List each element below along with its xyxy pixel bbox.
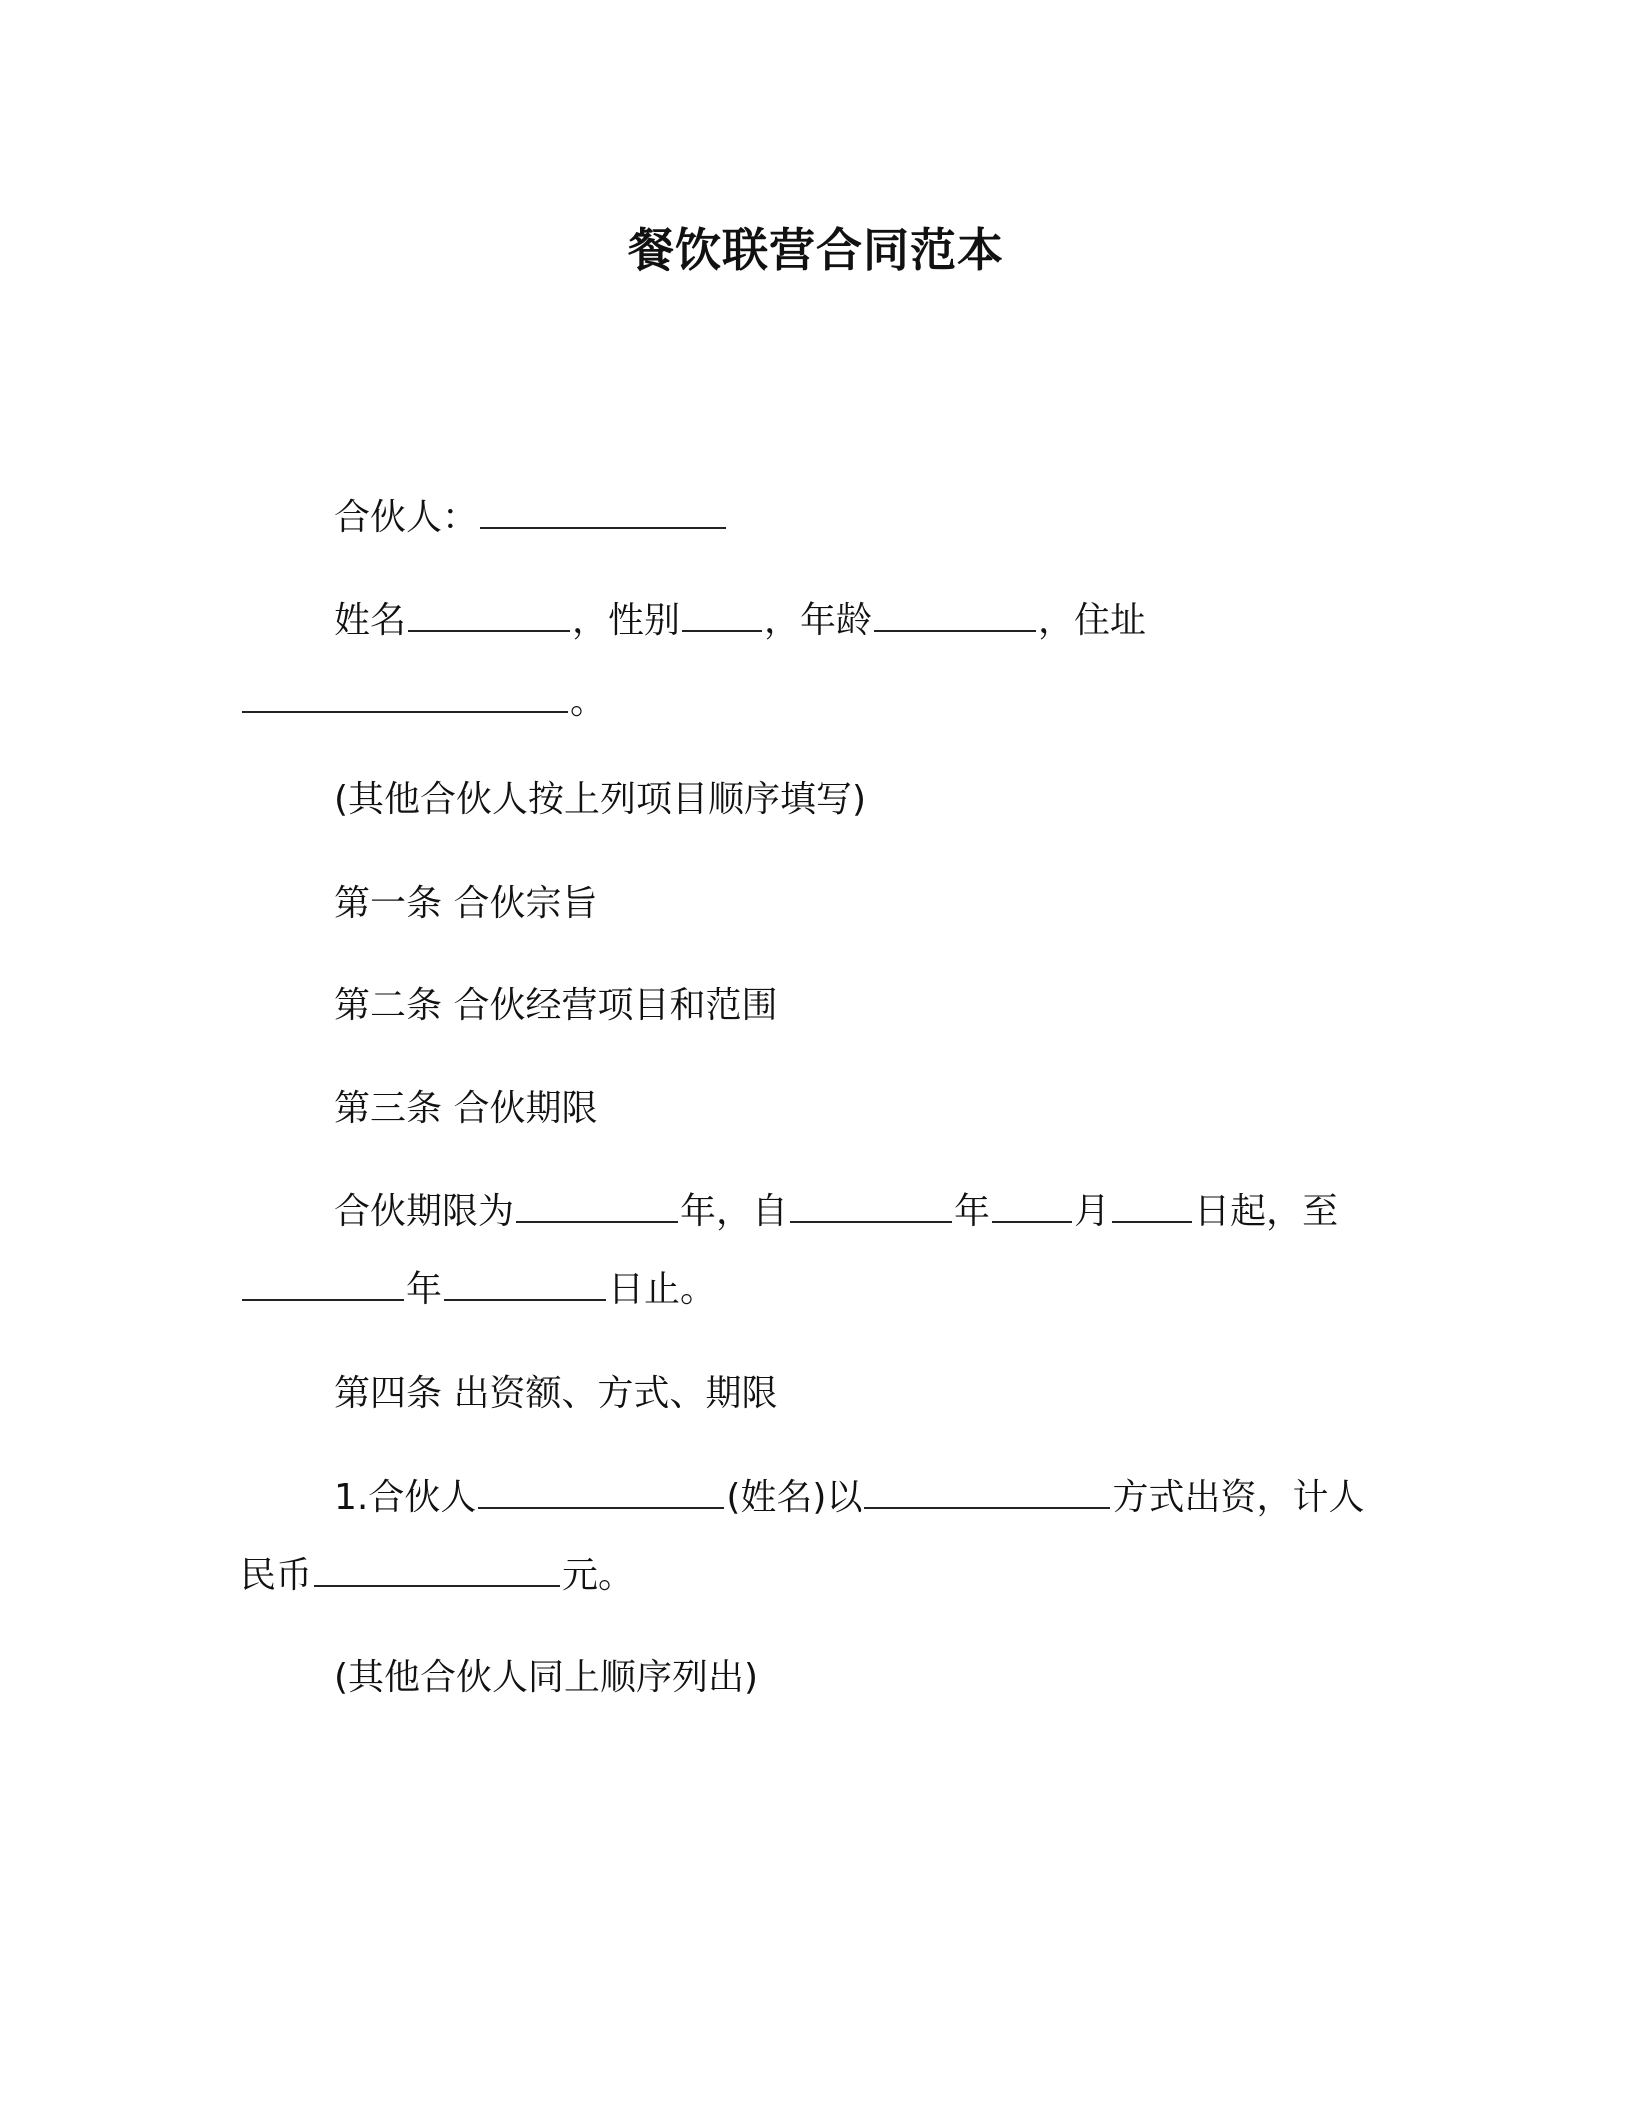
contrib-partner-label: 1.合伙人: [334, 1477, 477, 1518]
article-2-heading: 第二条 合伙经营项目和范围: [334, 985, 778, 1026]
gender-blank: [682, 600, 762, 632]
partner-label: 合伙人：: [334, 497, 479, 538]
term-years-blank: [516, 1191, 678, 1223]
term-label: 合伙期限为: [334, 1191, 515, 1232]
address-end: 。: [570, 681, 607, 722]
age-blank: [874, 600, 1036, 632]
name-blank: [408, 600, 570, 632]
contrib-name-label: (姓名)以: [726, 1477, 863, 1518]
start-year-label: 年: [954, 1191, 991, 1232]
contrib-method-label: 方式出资，计人: [1112, 1477, 1365, 1518]
start-day-label: 日起，至: [1194, 1191, 1339, 1232]
article-3-heading: 第三条 合伙期限: [334, 1088, 598, 1129]
partner-blank: [480, 497, 726, 529]
end-year-blank: [242, 1269, 404, 1301]
personal-info-line: [334, 599, 1146, 643]
contribution-amount-line: [240, 1554, 634, 1598]
contribution-line: [334, 1476, 1364, 1520]
article-1-heading: 第一条 合伙宗旨: [334, 883, 598, 924]
start-year-blank: [790, 1191, 952, 1223]
name-label: 姓名: [334, 600, 407, 641]
article-4-heading: 第四条 出资额、方式、期限: [334, 1373, 778, 1414]
address-label: ，住址: [1038, 600, 1147, 641]
start-month-label: 月: [1074, 1191, 1111, 1232]
age-label: ，年龄: [764, 600, 873, 641]
address-line: [240, 680, 606, 724]
gender-label: ，性别: [572, 600, 681, 641]
term-end-line: [240, 1268, 716, 1312]
partner-line: [334, 496, 728, 540]
start-month-blank: [992, 1191, 1072, 1223]
contrib-method-blank: [864, 1477, 1110, 1509]
end-day-blank: [444, 1269, 606, 1301]
document-title: 餐饮联营合同范本: [628, 223, 1004, 277]
term-line: [334, 1190, 1338, 1234]
address-blank: [242, 681, 568, 713]
term-from-label: 年，自: [680, 1191, 789, 1232]
contrib-name-blank: [478, 1477, 724, 1509]
amount-blank: [314, 1555, 560, 1587]
currency-label: 民币: [240, 1555, 313, 1596]
start-day-blank: [1112, 1191, 1192, 1223]
other-partners-note: (其他合伙人按上列项目顺序填写): [334, 779, 867, 820]
end-day-label: 日止。: [608, 1269, 717, 1310]
end-year-label: 年: [406, 1269, 443, 1310]
other-partners-note-2: (其他合伙人同上顺序列出): [334, 1657, 759, 1698]
amount-unit: 元。: [562, 1555, 635, 1596]
